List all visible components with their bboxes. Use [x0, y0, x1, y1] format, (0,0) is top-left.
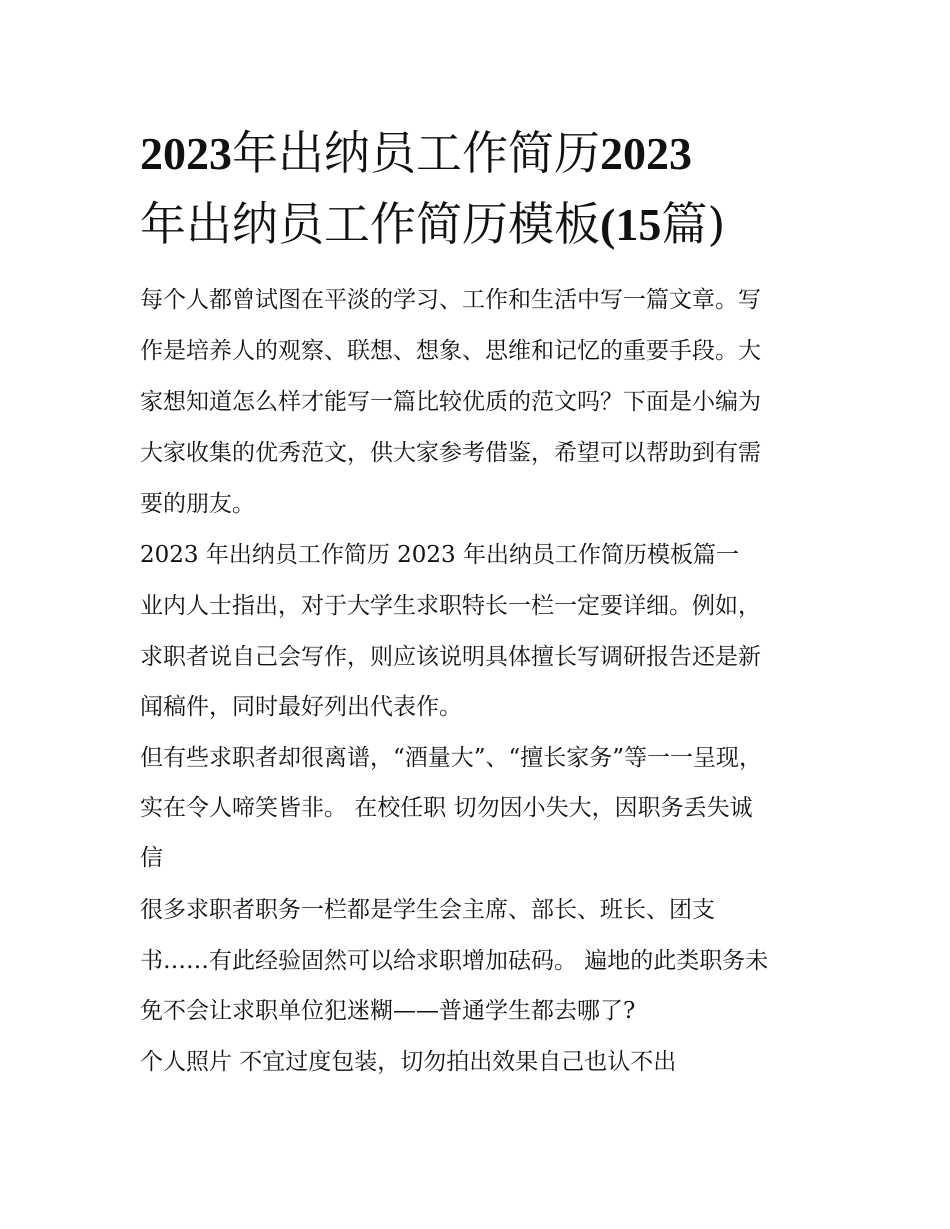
paragraph-line: 业内人士指出，对于大学生求职特长一栏一定要详细。例如，: [140, 593, 761, 619]
paragraph-line: 个人照片 不宜过度包装，切勿拍出效果自己也认不出: [140, 1049, 677, 1075]
title-count: (15: [600, 199, 662, 250]
paragraph-line: 免不会让求职单位犯迷糊——普通学生都去哪了?: [140, 998, 636, 1024]
title-text-3: 篇): [661, 197, 726, 251]
document-title: [140, 118, 830, 260]
intro-line: 每个人都曾试图在平淡的学习、工作和生活中写一篇文章。写: [140, 287, 761, 313]
section-heading: 2023 年出纳员工作简历 2023 年出纳员工作简历模板篇一: [140, 542, 739, 568]
paragraph-line: 很多求职者职务一栏都是学生会主席、部长、班长、团支: [140, 897, 715, 923]
title-year-1: 2023: [140, 128, 232, 179]
paragraph-line: 闻稿件，同时最好列出代表作。: [140, 694, 462, 720]
paragraph-line: 书……有此经验固然可以给求职增加砝码。 遍地的此类职务未: [140, 948, 769, 974]
title-text-2: 年出纳员工作简历模板: [140, 197, 600, 251]
intro-line: 大家收集的优秀范文，供大家参考借鉴，希望可以帮助到有需: [140, 440, 761, 466]
title-text-1: 年出纳员工作简历: [232, 126, 600, 180]
intro-line: 家想知道怎么样才能写一篇比较优质的范文吗？下面是小编为: [140, 389, 761, 415]
paragraph-line: 但有些求职者却很离谱，“酒量大”、“擅长家务”等一一呈现，: [140, 745, 763, 771]
paragraph-line: 实在令人啼笑皆非。 在校任职 切勿因小失大，因职务丢失诚: [140, 795, 753, 821]
intro-line: 作是培养人的观察、联想、想象、思维和记忆的重要手段。大: [140, 338, 761, 364]
paragraph-line: 求职者说自己会写作，则应该说明具体擅长写调研报告还是新: [140, 644, 761, 670]
intro-line: 要的朋友。: [140, 491, 255, 517]
title-year-2: 2023: [600, 128, 692, 179]
paragraph-line: 信: [140, 845, 163, 871]
